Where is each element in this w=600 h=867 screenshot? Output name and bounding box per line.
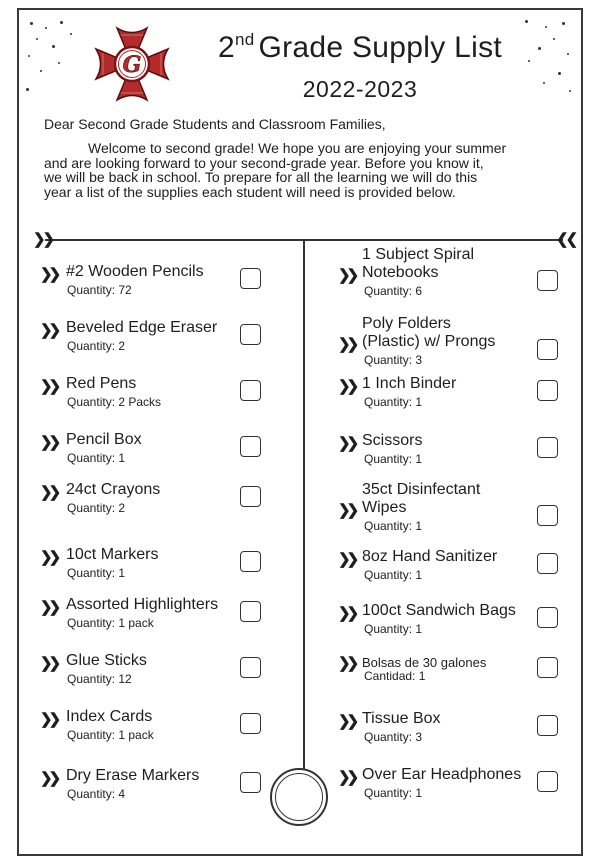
title-text: Grade Supply List [258,31,503,64]
chevron-right-icon: ❯❯ [338,655,356,672]
letter-line: Welcome to second grade! We hope you are enjoying your summer [88,140,507,156]
item-quantity: Quantity: 3 [364,730,423,744]
chevron-right-icon: ❯❯ [338,267,356,284]
school-year: 2022-2023 [302,76,418,102]
item-checkbox[interactable] [537,437,558,458]
chevron-right-icon: ❯❯ [338,551,356,568]
item-name: Glue Sticks [66,652,147,669]
chevron-right-icon: ❯❯ [40,434,58,451]
item-quantity: Quantity: 1 pack [67,728,154,742]
item-quantity: Quantity: 3 [364,353,423,367]
item-checkbox[interactable] [240,486,261,507]
item-quantity: Quantity: 2 Packs [67,395,162,409]
item-checkbox[interactable] [240,268,261,289]
item-name: Assorted Highlighters [66,596,219,613]
item-name: #2 Wooden Pencils [66,263,204,280]
chevron-right-icon: ❯❯ [40,378,58,395]
item-quantity: Quantity: 1 [67,566,126,580]
item-quantity: Quantity: 12 [67,672,132,686]
item-checkbox[interactable] [240,657,261,678]
item-quantity: Quantity: 1 [364,519,423,533]
title-grade-number: 2 [217,31,235,64]
item-checkbox[interactable] [537,607,558,628]
chevron-right-icon: ❯❯ [338,435,356,452]
item-checkbox[interactable] [240,380,261,401]
item-name-line-2: (Plastic) w/ Prongs [362,333,496,350]
ring-ornament-icon [270,768,328,826]
item-quantity: Quantity: 2 [67,501,126,515]
item-name: Dry Erase Markers [66,767,200,784]
item-name: 24ct Crayons [66,481,161,498]
column-divider [303,240,305,770]
item-name: Beveled Edge Eraser [66,319,218,336]
item-name: Tissue Box [362,710,441,727]
double-chevron-left-icon: ❮❮ [556,231,576,248]
item-name: Bolsas de 30 galones [362,655,487,670]
item-checkbox[interactable] [537,380,558,401]
item-quantity: Quantity: 1 [364,568,423,582]
item-quantity: Quantity: 4 [67,787,126,801]
item-quantity: Quantity: 1 pack [67,616,154,630]
letter-line: we will be back in school. To prepare for all the learning we will do this [44,169,478,185]
item-checkbox[interactable] [537,715,558,736]
item-checkbox[interactable] [537,505,558,526]
item-name: 1 Subject Spiral [362,246,475,263]
item-checkbox[interactable] [537,553,558,574]
letter-body [44,141,564,199]
chevron-right-icon: ❯❯ [40,322,58,339]
item-checkbox[interactable] [240,551,261,572]
letter-line: year a list of the supplies each student will need is provided below. [44,183,456,200]
page-title [190,30,530,65]
chevron-right-icon: ❯❯ [40,599,58,616]
chevron-right-icon: ❯❯ [40,655,58,672]
item-checkbox[interactable] [537,339,558,360]
item-quantity: Quantity: 1 [364,786,423,800]
item-quantity: Quantity: 1 [364,395,423,409]
item-name: 10ct Markers [66,546,159,563]
item-quantity: Quantity: 2 [67,339,126,353]
chevron-right-icon: ❯❯ [338,713,356,730]
item-checkbox[interactable] [240,713,261,734]
item-checkbox[interactable] [537,771,558,792]
item-checkbox[interactable] [240,772,261,793]
chevron-right-icon: ❯❯ [338,378,356,395]
chevron-right-icon: ❯❯ [338,336,356,353]
item-checkbox[interactable] [240,601,261,622]
item-name: 100ct Sandwich Bags [362,602,516,619]
chevron-right-icon: ❯❯ [40,711,58,728]
chevron-right-icon: ❯❯ [40,484,58,501]
item-name: Index Cards [66,708,153,725]
item-name: 35ct Disinfectant [362,481,481,498]
item-quantity: Quantity: 1 [364,452,423,466]
item-checkbox[interactable] [537,270,558,291]
double-chevron-right-icon: ❯❯ [33,231,53,248]
chevron-right-icon: ❯❯ [338,769,356,786]
chevron-right-icon: ❯❯ [40,549,58,566]
chevron-right-icon: ❯❯ [338,605,356,622]
title-ordinal-suffix: nd [234,30,255,49]
item-checkbox[interactable] [240,436,261,457]
item-name: Poly Folders [362,315,451,332]
letter-line: and are looking forward to your second-grade year. Before you know it, [44,154,484,171]
item-quantity: Quantity: 72 [67,283,132,297]
logo-letter: G [122,52,142,78]
item-quantity: Quantity: 1 [364,622,423,636]
item-checkbox[interactable] [240,324,261,345]
school-logo-icon [93,25,171,103]
chevron-right-icon: ❯❯ [338,502,356,519]
item-name: Red Pens [66,375,137,392]
item-name: 1 Inch Binder [362,375,457,392]
item-name: Pencil Box [66,431,142,448]
item-name: 8oz Hand Sanitizer [362,548,498,565]
chevron-right-icon: ❯❯ [40,266,58,283]
item-checkbox[interactable] [537,657,558,678]
item-name: Over Ear Headphones [362,766,522,783]
item-name: Scissors [362,432,423,449]
item-name-line-2: Notebooks [362,264,439,281]
item-quantity: Quantity: 1 [67,451,126,465]
item-quantity: Quantity: 6 [364,284,423,298]
chevron-right-icon: ❯❯ [40,770,58,787]
item-name-line-2: Wipes [362,499,407,516]
item-quantity: Cantidad: 1 [364,669,426,683]
letter-greeting: Dear Second Grade Students and Classroom Families, [44,116,386,132]
